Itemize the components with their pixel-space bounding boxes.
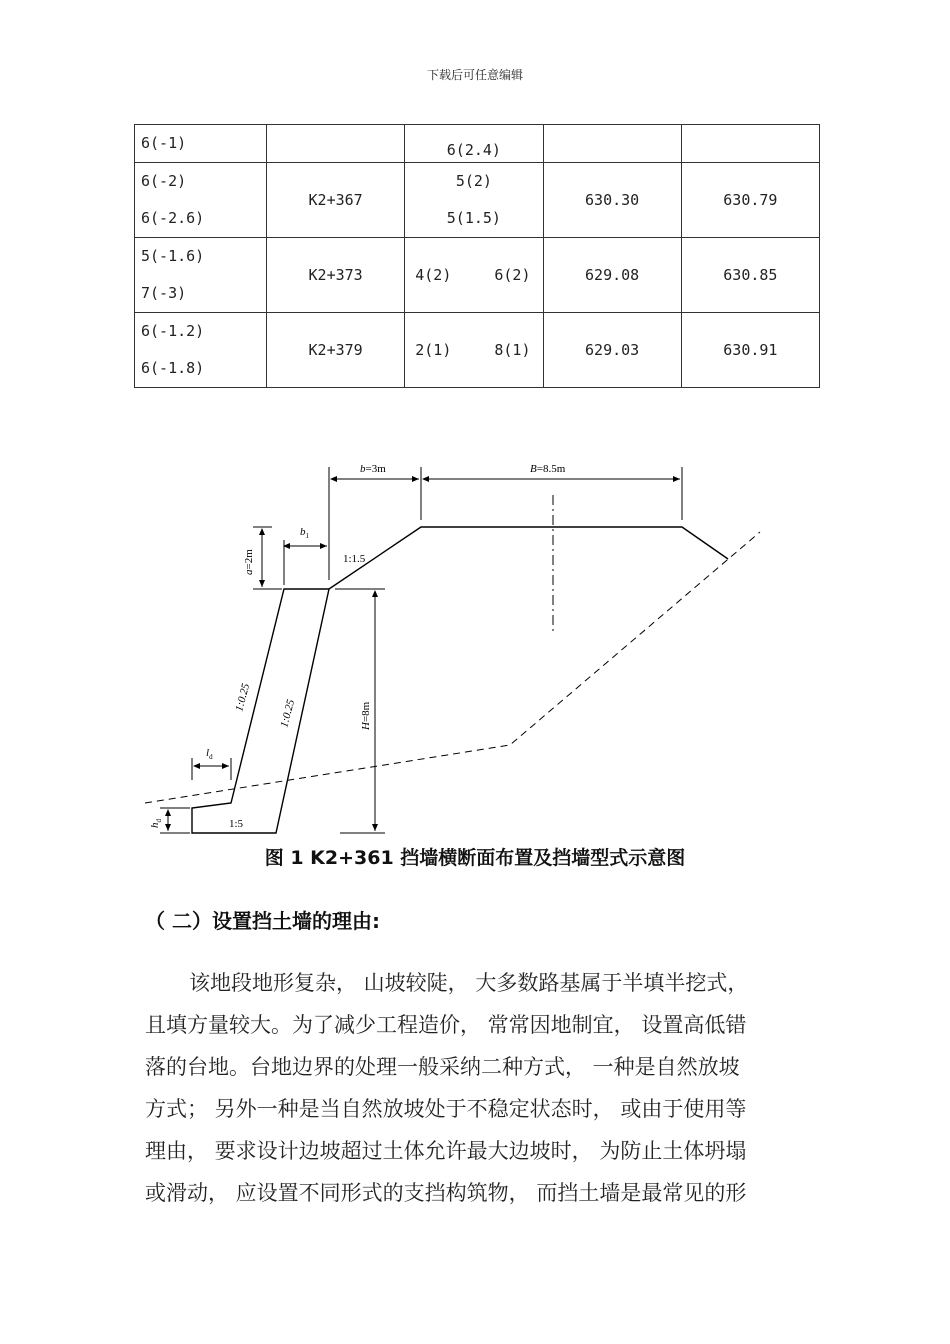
label-ld-sub: d [209,753,213,761]
label-slope-right: 1:0.25 [278,698,298,729]
paragraph-line: 该地段地形复杂， 山坡较陡， 大多数路基属于半填半挖式， [189,971,749,995]
table-cell: 630.79 [681,163,819,238]
label-H-symbol: H [360,722,372,730]
table-row [135,238,820,313]
paragraph-line: 且填方量较大。为了减少工程造价， 常常因地制宜， 设置高低错 [145,1013,747,1037]
table-cell [135,163,267,238]
label-base-slope: 1:5 [229,818,244,830]
label-a-symbol: a [243,569,255,575]
cell-line: 5(-1.6) [141,247,205,265]
cell-line: 6(-1.2) [141,322,205,340]
table-cell [135,125,267,163]
table-cell [135,238,267,313]
elevation-table [134,124,820,388]
table-cell: 629.08 [543,238,681,313]
table-cell: 629.03 [543,313,681,388]
table-cell: K2+367 [267,163,405,238]
label-hd-symbol: h [149,822,161,828]
cell-line: 6(-2.6) [141,209,205,227]
cell-line: 5(2) [455,172,492,190]
ground-line [145,532,760,803]
cell-line: 7(-3) [141,284,187,302]
cell-line: 5(1.5) [446,209,501,227]
table-cell [405,313,543,388]
cross-section-diagram [0,440,950,860]
table-cell: 630.85 [681,238,819,313]
cell-line: 6(2.4) [446,140,501,159]
retaining-wall-figure [0,440,950,860]
table-row [135,125,820,163]
cell-pair [405,341,542,359]
table-cell: 630.30 [543,163,681,238]
wall-outline [192,589,329,833]
paragraph-line: 理由， 要求设计边坡超过土体允许最大边坡时， 为防止土体坍塌 [145,1139,747,1163]
paragraph-line: 方式； 另外一种是当自然放坡处于不稳定状态时， 或由于使用等 [145,1097,747,1121]
table-cell [267,125,405,163]
embankment-line [329,527,728,589]
label-ld-symbol: l [206,747,210,759]
label-B-value: =8.5m [536,463,566,475]
cell-value: 2(1) [415,341,452,359]
label-b [360,463,386,475]
cell-line: 6(-1.8) [141,359,205,377]
label-hd-sub: d [155,819,163,823]
table-cell [681,125,819,163]
label-H [360,701,372,731]
table-cell: K2+373 [267,238,405,313]
label-H-value: =8m [360,701,372,723]
cell-value: 6(2) [494,266,531,284]
table-row [135,163,820,238]
table-cell [135,313,267,388]
label-B-symbol: B [530,463,537,475]
table-cell [405,163,543,238]
cell-line: 6(-1) [141,134,187,152]
label-slope-top: 1:1.5 [343,553,366,565]
cell-value: 4(2) [415,266,452,284]
table-cell [405,125,543,163]
table-row [135,313,820,388]
label-B [530,463,566,475]
body-paragraph [145,962,810,1214]
label-b1-symbol: b [300,526,306,538]
label-b1 [300,526,310,540]
paragraph-line: 落的台地。台地边界的处理一般采纳二种方式， 一种是自然放坡 [145,1055,740,1079]
cell-value: 8(1) [494,341,531,359]
cell-pair [405,266,542,284]
table-cell: K2+379 [267,313,405,388]
label-b-symbol: b [360,463,366,475]
table-cell [405,238,543,313]
label-b-value: =3m [365,463,386,475]
header-note: 下载后可任意编辑 [426,68,523,82]
label-slope-left: 1:0.25 [233,682,253,713]
label-b1-sub: 1 [305,532,309,540]
label-ld [206,747,213,761]
label-a [243,549,255,575]
figure-caption: 图 1 K2+361 挡墙横断面布置及挡墙型式示意图 [264,847,686,869]
label-a-value: =2m [243,549,255,570]
paragraph-line: 或滑动， 应设置不同形式的支挡构筑物， 而挡土墙是最常见的形 [145,1181,747,1205]
label-hd [149,819,163,829]
cell-line: 6(-2) [141,172,187,190]
section-heading: （ 二）设置挡土墙的理由: [145,909,380,933]
table-cell [543,125,681,163]
table-cell: 630.91 [681,313,819,388]
